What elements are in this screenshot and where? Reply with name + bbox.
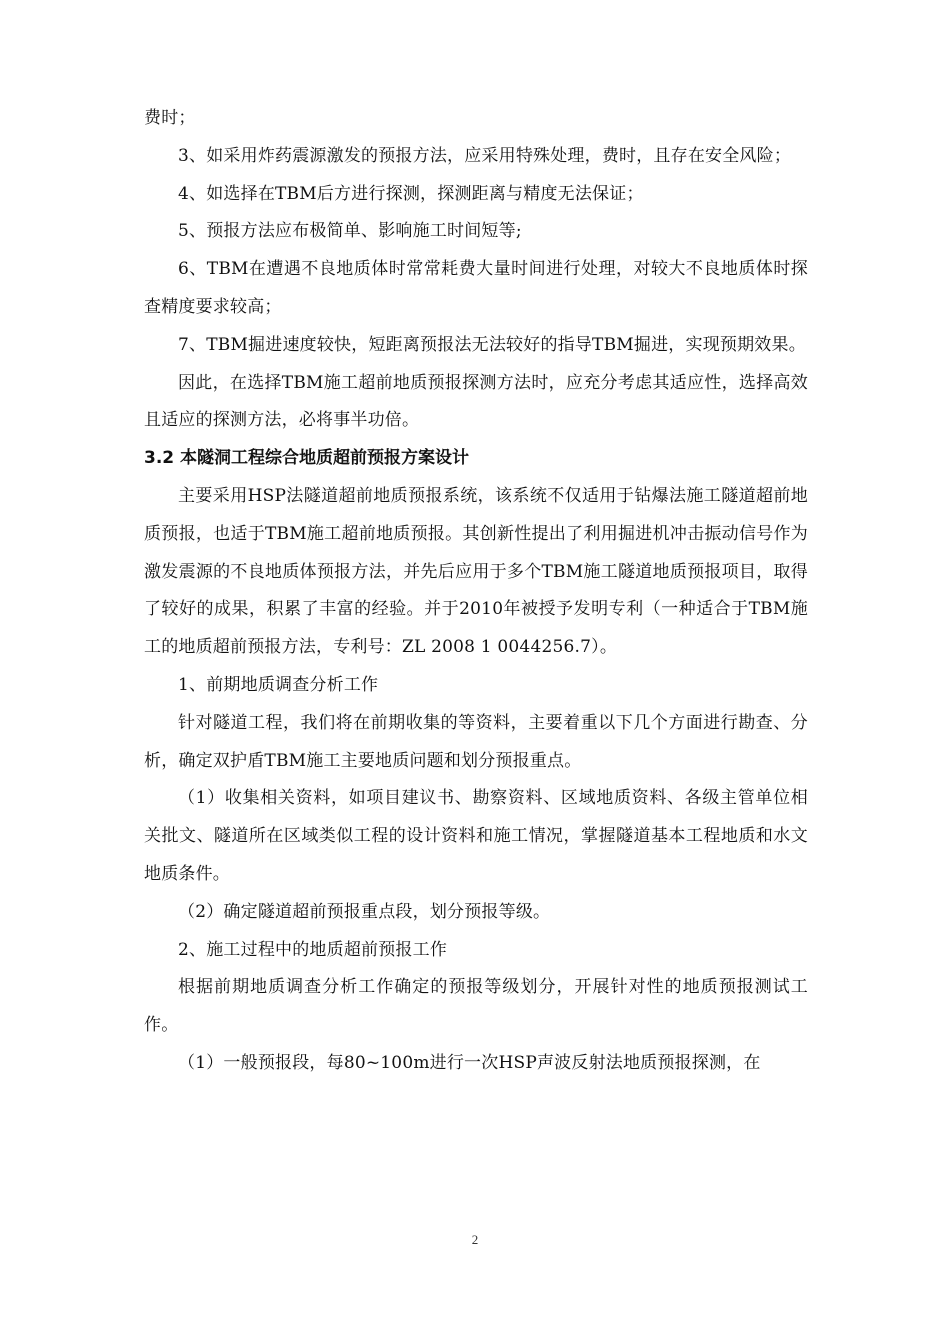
paragraph: 主要采用HSP法隧道超前地质预报系统，该系统不仅适用于钻爆法施工隧道超前地质预报，也适于TBM施工超前地质预报。其创新性提出了利用掘进机冲击振动信号作为激发震源的不良地质体预报方法，并先后应用于多个TBM施工隧道地质预报项目，取得了较好的成果，积累了丰富的经验。并于2010年被授予发明专利（一种适合于TBM施工的地质超前预报方法，专利号：ZL 2008 1 0044256.7）。 (144, 485, 808, 658)
paragraph: 因此，在选择TBM施工超前地质预报探测方法时，应充分考虑其适应性，选择高效且适应的探测方法，必将事半功倍。 (144, 372, 808, 431)
paragraph: （2）确定隧道超前预报重点段，划分预报等级。 (178, 901, 551, 922)
paragraph: 4、如选择在TBM后方进行探测，探测距离与精度无法保证； (178, 183, 644, 204)
paragraph: 5、预报方法应布极简单、影响施工时间短等; (178, 221, 522, 242)
paragraph: 1、前期地质调查分析工作 (178, 674, 379, 695)
paragraph: （1）收集相关资料，如项目建议书、勘察资料、区域地质资料、各级主管单位相关批文、隧道所在区域类似工程的设计资料和施工情况，掌握隧道基本工程地质和水文地质条件。 (144, 788, 808, 884)
paragraph: （1）一般预报段，每80~100m进行一次HSP声波反射法地质预报探测，在 (178, 1052, 761, 1073)
paragraph: 根据前期地质调查分析工作确定的预报等级划分，开展针对性的地质预报测试工作。 (144, 977, 808, 1036)
paragraph: 6、TBM在遭遇不良地质体时常常耗费大量时间进行处理，对较大不良地质体时探查精度要求较高； (144, 259, 808, 317)
paragraph: 针对隧道工程，我们将在前期收集的等资料，主要着重以下几个方面进行勘查、分析，确定双护盾TBM施工主要地质问题和划分预报重点。 (144, 712, 808, 771)
section-heading: 3.2 本隧洞工程综合地质超前预报方案设计 (144, 448, 470, 469)
page-number: 2 (471, 1232, 479, 1247)
paragraph: 7、TBM掘进速度较快，短距离预报法无法较好的指导TBM掘进，实现预期效果。 (178, 334, 806, 355)
document-body (144, 100, 808, 1083)
paragraph: 费时； (144, 108, 196, 128)
paragraph: 3、如采用炸药震源激发的预报方法，应采用特殊处理，费时，且存在安全风险； (178, 145, 792, 166)
paragraph: 2、施工过程中的地质超前预报工作 (178, 939, 448, 960)
